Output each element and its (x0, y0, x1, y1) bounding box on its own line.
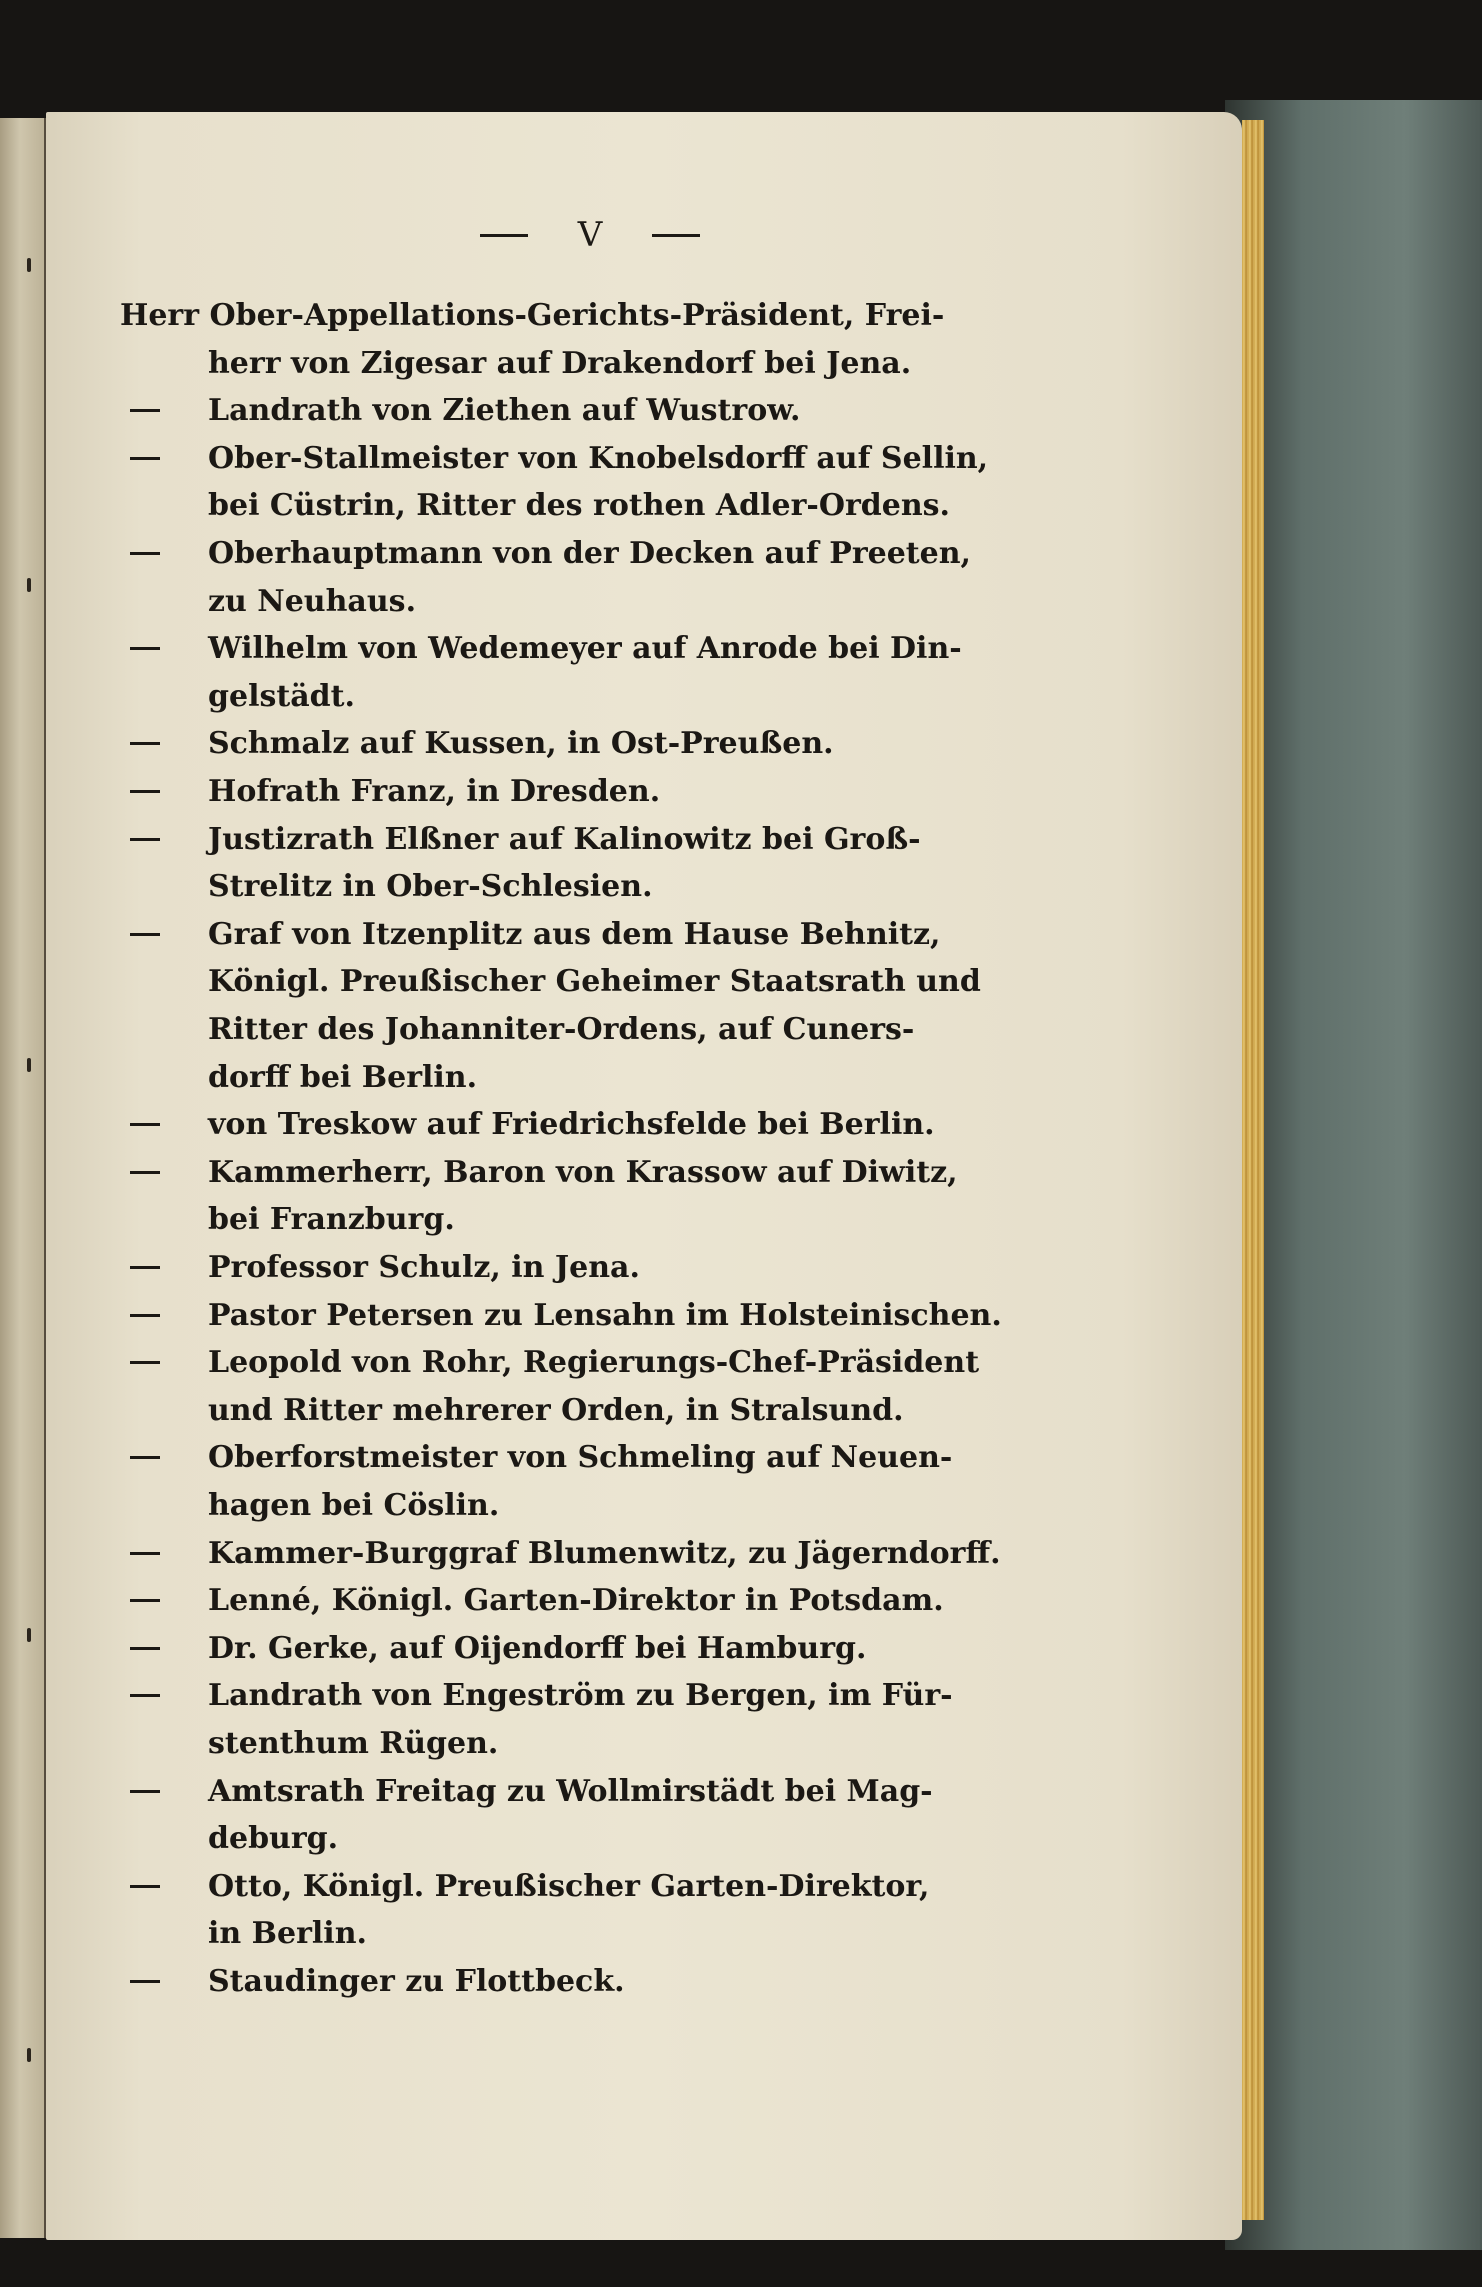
entry-text: dorff bei Berlin. (208, 1059, 478, 1095)
entry-text: zu Neuhaus. (208, 583, 417, 619)
entry-text: Professor Schulz, in Jena. (208, 1250, 640, 1285)
entry-text: Königl. Preußischer Geheimer Staatsrath und (208, 964, 981, 1000)
entry-dash (130, 1980, 160, 1983)
entry-dash (130, 1361, 160, 1364)
entry-text: Lenné, Königl. Garten-Direktor in Potsdam. (208, 1583, 944, 1619)
header-dash-left (480, 234, 528, 237)
entry-dash (130, 457, 160, 460)
entry-text: Strelitz in Ober-Schlesien. (208, 869, 653, 905)
entry-text: Otto, Königl. Preußischer Garten-Direktor, (208, 1868, 930, 1904)
entry-text: von Treskow auf Friedrichsfelde bei Berlin. (208, 1107, 935, 1143)
margin-mark (27, 258, 31, 272)
entry-text: Herr Ober-Appellations-Gerichts-Präsident, Frei- (120, 298, 945, 333)
entry-dash (130, 1314, 160, 1317)
entry-text: Ober-Stallmeister von Knobelsdorff auf Sellin, (208, 440, 989, 476)
entry-text: Landrath von Engeström zu Bergen, im Für- (208, 1678, 953, 1714)
margin-mark (27, 2048, 31, 2062)
entry-dash (130, 1266, 160, 1269)
entry-text: Schmalz auf Kussen, in Ost-Preußen. (208, 726, 834, 762)
entry-text: deburg. (208, 1821, 339, 1857)
page-header (440, 210, 740, 260)
entry-text: Hofrath Franz, in Dresden. (208, 774, 661, 809)
entry-text: Dr. Gerke, auf Oijendorff bei Hamburg. (208, 1630, 867, 1666)
entry-dash (130, 1123, 160, 1126)
entry-text: bei Franzburg. (208, 1202, 455, 1238)
entry-text: Oberforstmeister von Schmeling auf Neuen- (208, 1440, 953, 1476)
entry-dash (130, 1456, 160, 1459)
entry-dash (130, 742, 160, 745)
entry-text: Amtsrath Freitag zu Wollmirstädt bei Mag- (208, 1773, 933, 1809)
entry-text: Oberhauptmann von der Decken auf Preeten, (208, 536, 971, 571)
entry-text: Ritter des Johanniter-Ordens, auf Cuners- (208, 1012, 915, 1047)
entry-text: Leopold von Rohr, Regierungs-Chef-Präsident (208, 1345, 980, 1381)
entry-text: in Berlin. (208, 1916, 367, 1952)
entry-dash (130, 1694, 160, 1697)
entry-text: Wilhelm von Wedemeyer auf Anrode bei Din- (208, 631, 962, 667)
entry-text: Kammerherr, Baron von Krassow auf Diwitz, (208, 1154, 958, 1190)
entry-text: gelstädt. (208, 678, 355, 714)
entry-dash (130, 790, 160, 793)
entry-text: hagen bei Cöslin. (208, 1488, 500, 1523)
entry-text: stenthum Rügen. (208, 1726, 499, 1761)
entry-text: Staudinger zu Flottbeck. (208, 1964, 625, 1999)
entry-dash (130, 1552, 160, 1555)
entry-dash (130, 1885, 160, 1888)
entry-dash (130, 1790, 160, 1793)
page-number: V (577, 215, 603, 255)
entry-text: Pastor Petersen zu Lensahn im Holsteinischen. (208, 1297, 1002, 1333)
entry-dash (130, 838, 160, 841)
entry-dash (130, 552, 160, 555)
gilt-page-edge (1242, 120, 1264, 2220)
entry-dash (130, 1647, 160, 1650)
entry-dash (130, 647, 160, 650)
entry-text: Justizrath Elßner auf Kalinowitz bei Groß- (208, 821, 921, 857)
entry-text: Graf von Itzenplitz aus dem Hause Behnitz, (208, 916, 941, 952)
left-page-edge (0, 118, 46, 2238)
header-dash-right (652, 234, 700, 237)
margin-mark (27, 578, 31, 592)
entry-text: Kammer-Burggraf Blumenwitz, zu Jägerndorff. (208, 1535, 1001, 1571)
entry-dash (130, 1599, 160, 1602)
margin-mark (27, 1628, 31, 1642)
entry-text: und Ritter mehrerer Orden, in Stralsund. (208, 1392, 904, 1428)
entry-text: Landrath von Ziethen auf Wustrow. (208, 393, 801, 429)
entry-dash (130, 409, 160, 412)
margin-mark (27, 1058, 31, 1072)
entry-text: herr von Zigesar auf Drakendorf bei Jena. (208, 345, 912, 381)
entry-text: bei Cüstrin, Ritter des rothen Adler-Ordens. (208, 488, 950, 524)
entry-dash (130, 1171, 160, 1174)
entry-dash (130, 933, 160, 936)
